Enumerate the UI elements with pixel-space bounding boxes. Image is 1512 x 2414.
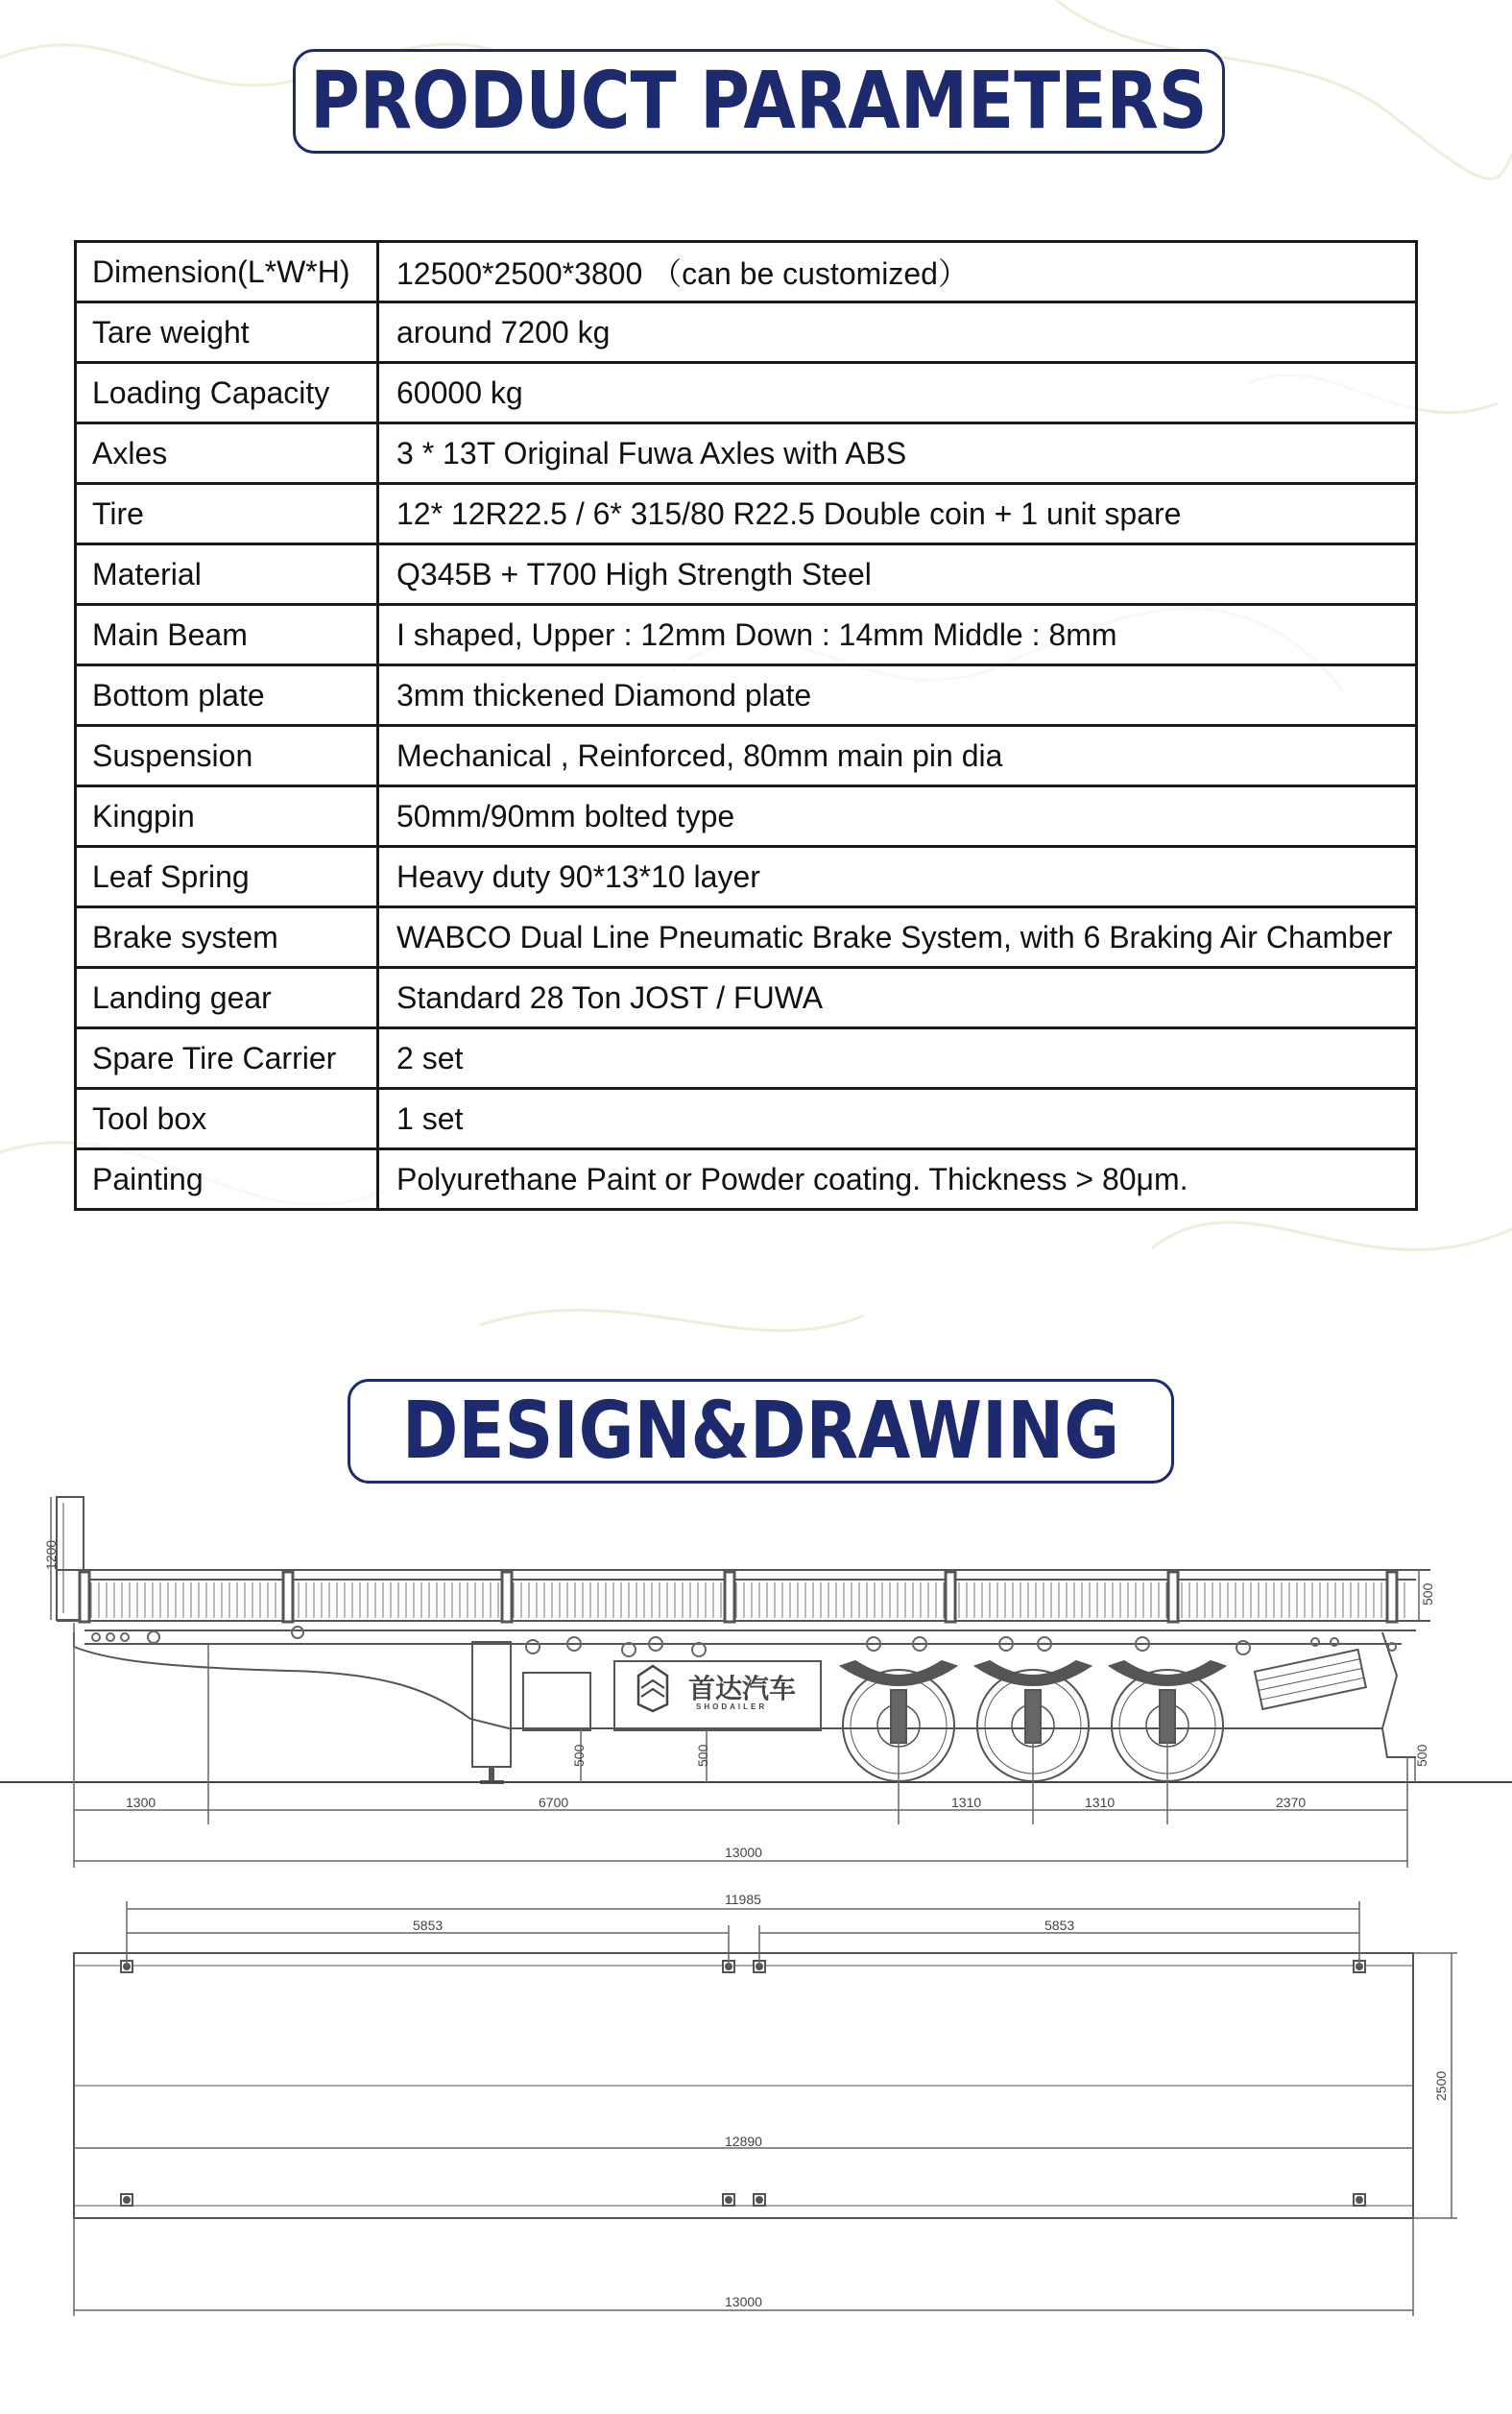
section-title: DESIGN&DRAWING (401, 1386, 1120, 1477)
param-label: Painting (76, 1149, 378, 1210)
section-title: PRODUCT PARAMETERS (310, 56, 1208, 147)
dim-inner-length: 12890 (725, 2134, 762, 2149)
logo (638, 1666, 796, 1711)
logo-subtext: SHODAILER (696, 1702, 768, 1711)
param-label: Spare Tire Carrier (76, 1028, 378, 1089)
dim-overall: 13000 (725, 1845, 762, 1860)
param-value: Q345B + T700 High Strength Steel (378, 544, 1417, 605)
top-view-dimensions (413, 1892, 1449, 2309)
param-value: 12* 12R22.5 / 6* 315/80 R22.5 Double coin + 1 unit spare (378, 484, 1417, 544)
spare-tire-carrier (1255, 1650, 1366, 1709)
stake-post (1387, 1572, 1397, 1622)
stake-post (502, 1572, 512, 1622)
param-value: Standard 28 Ton JOST / FUWA (378, 968, 1417, 1028)
param-label: Suspension (76, 726, 378, 786)
dim-half-right: 5853 (1044, 1918, 1075, 1933)
param-value: 50mm/90mm bolted type (378, 786, 1417, 847)
logo-text: 首达汽车 (688, 1674, 797, 1703)
dim-clearance-rear: 500 (1414, 1744, 1429, 1767)
dim-label: 2370 (1276, 1795, 1307, 1810)
stake-post (725, 1572, 734, 1622)
top-view (74, 1901, 1457, 2316)
param-label: Leaf Spring (76, 847, 378, 907)
side-view (0, 1497, 1512, 1868)
dim-clearance-2: 500 (695, 1744, 710, 1767)
param-value: I shaped, Upper : 12mm Down : 14mm Middle : 8mm (378, 605, 1417, 665)
dim-side-wall: 500 (1420, 1582, 1435, 1605)
param-label: Material (76, 544, 378, 605)
param-label: Bottom plate (76, 665, 378, 726)
param-value: 3mm thickened Diamond plate (378, 665, 1417, 726)
param-label: Kingpin (76, 786, 378, 847)
param-label: Tare weight (76, 302, 378, 363)
dim-bolt-span: 11985 (725, 1892, 761, 1907)
stake-post (80, 1572, 89, 1622)
landing-gear (472, 1642, 511, 1767)
param-value: 3 * 13T Original Fuwa Axles with ABS (378, 423, 1417, 484)
param-label: Axles (76, 423, 378, 484)
param-label: Tire (76, 484, 378, 544)
param-value: 2 set (378, 1028, 1417, 1089)
dim-label: 1310 (951, 1795, 982, 1810)
param-value: Polyurethane Paint or Powder coating. Thickness > 80μm. (378, 1149, 1417, 1210)
param-label: Main Beam (76, 605, 378, 665)
param-value: 1 set (378, 1089, 1417, 1149)
param-label: Dimension(L*W*H) (76, 242, 378, 302)
param-label: Brake system (76, 907, 378, 968)
param-value: around 7200 kg (378, 302, 1417, 363)
param-value: Mechanical , Reinforced, 80mm main pin dia (378, 726, 1417, 786)
dim-width: 2500 (1433, 2070, 1449, 2101)
dim-label: 6700 (539, 1795, 569, 1810)
dim-clearance-1: 500 (571, 1744, 587, 1767)
stake-post (1168, 1572, 1178, 1622)
param-value: 60000 kg (378, 363, 1417, 423)
stake-post (946, 1572, 955, 1622)
dim-label: 1310 (1085, 1795, 1116, 1810)
param-value: Heavy duty 90*13*10 layer (378, 847, 1417, 907)
param-label: Tool box (76, 1089, 378, 1149)
dim-height-front: 1200 (43, 1539, 59, 1570)
param-label: Loading Capacity (76, 363, 378, 423)
stake-post (283, 1572, 293, 1622)
dim-label: 1300 (126, 1795, 156, 1810)
param-label: Landing gear (76, 968, 378, 1028)
param-value: WABCO Dual Line Pneumatic Brake System, with 6 Braking Air Chamber (378, 907, 1417, 968)
dim-half-left: 5853 (413, 1918, 444, 1933)
dim-overall: 13000 (725, 2294, 762, 2309)
param-value: 12500*2500*3800 （can be customized） (378, 242, 1417, 302)
